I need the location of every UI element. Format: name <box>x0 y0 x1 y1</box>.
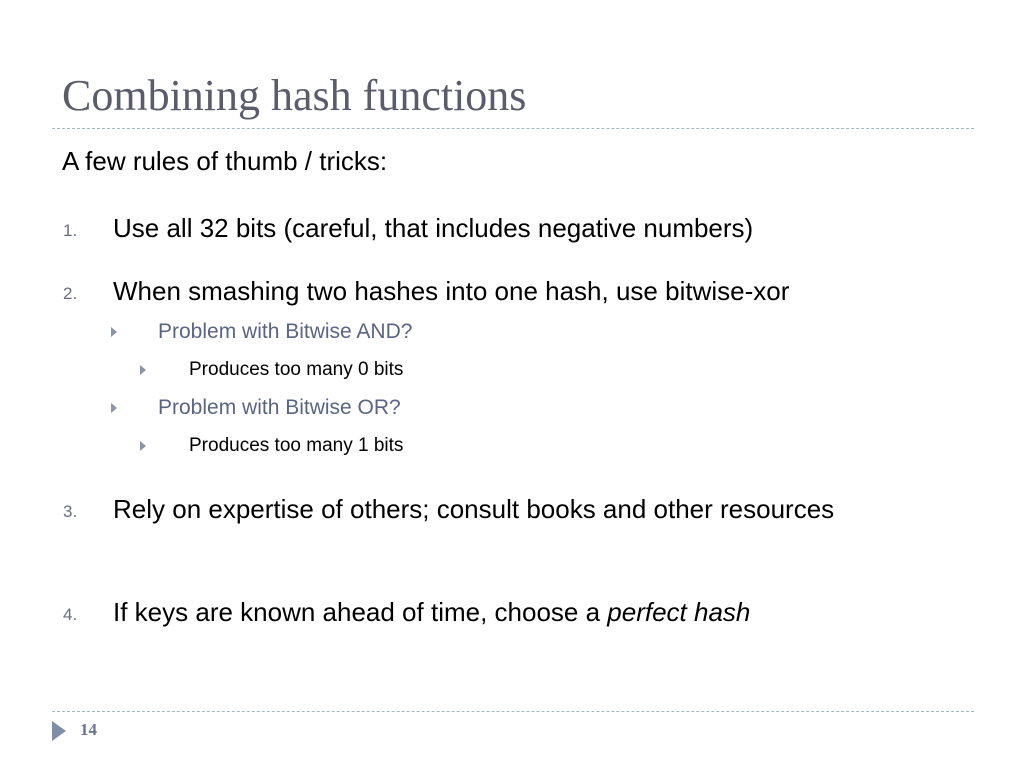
item-text-3: Rely on expertise of others; consult books and other resources <box>113 494 835 524</box>
footer-divider <box>52 711 974 712</box>
item-text-4-emphasis: perfect hash <box>607 597 751 627</box>
item-number-1: 1. <box>63 221 78 240</box>
bullet-arrow-icon <box>111 327 117 337</box>
item-text-1: Use all 32 bits (careful, that includes negative numbers) <box>113 213 754 243</box>
bullet-arrow-icon <box>111 403 117 413</box>
item-text-2: When smashing two hashes into one hash, use bitwise-xor <box>113 276 790 306</box>
bullet-arrow-icon <box>140 441 146 451</box>
title-divider <box>52 128 974 129</box>
item-number-2: 2. <box>63 284 78 303</box>
item-text-4-prefix: If keys are known ahead of time, choose a <box>113 597 608 627</box>
item-number-4: 4. <box>63 605 78 624</box>
bullet-arrow-icon <box>140 365 146 375</box>
sub-sub-item-text-2: Produces too many 1 bits <box>189 435 404 456</box>
intro-text: A few rules of thumb / tricks: <box>62 146 388 176</box>
sub-sub-item-text-1: Produces too many 0 bits <box>189 359 404 380</box>
footer-arrow-icon <box>52 721 66 741</box>
sub-item-text-1: Problem with Bitwise AND? <box>158 320 413 343</box>
item-number-3: 3. <box>63 502 78 521</box>
sub-item-text-2: Problem with Bitwise OR? <box>158 396 401 419</box>
slide-title: Combining hash functions <box>62 71 527 120</box>
page-number: 14 <box>80 720 97 739</box>
item-text-4 <box>113 594 750 630</box>
